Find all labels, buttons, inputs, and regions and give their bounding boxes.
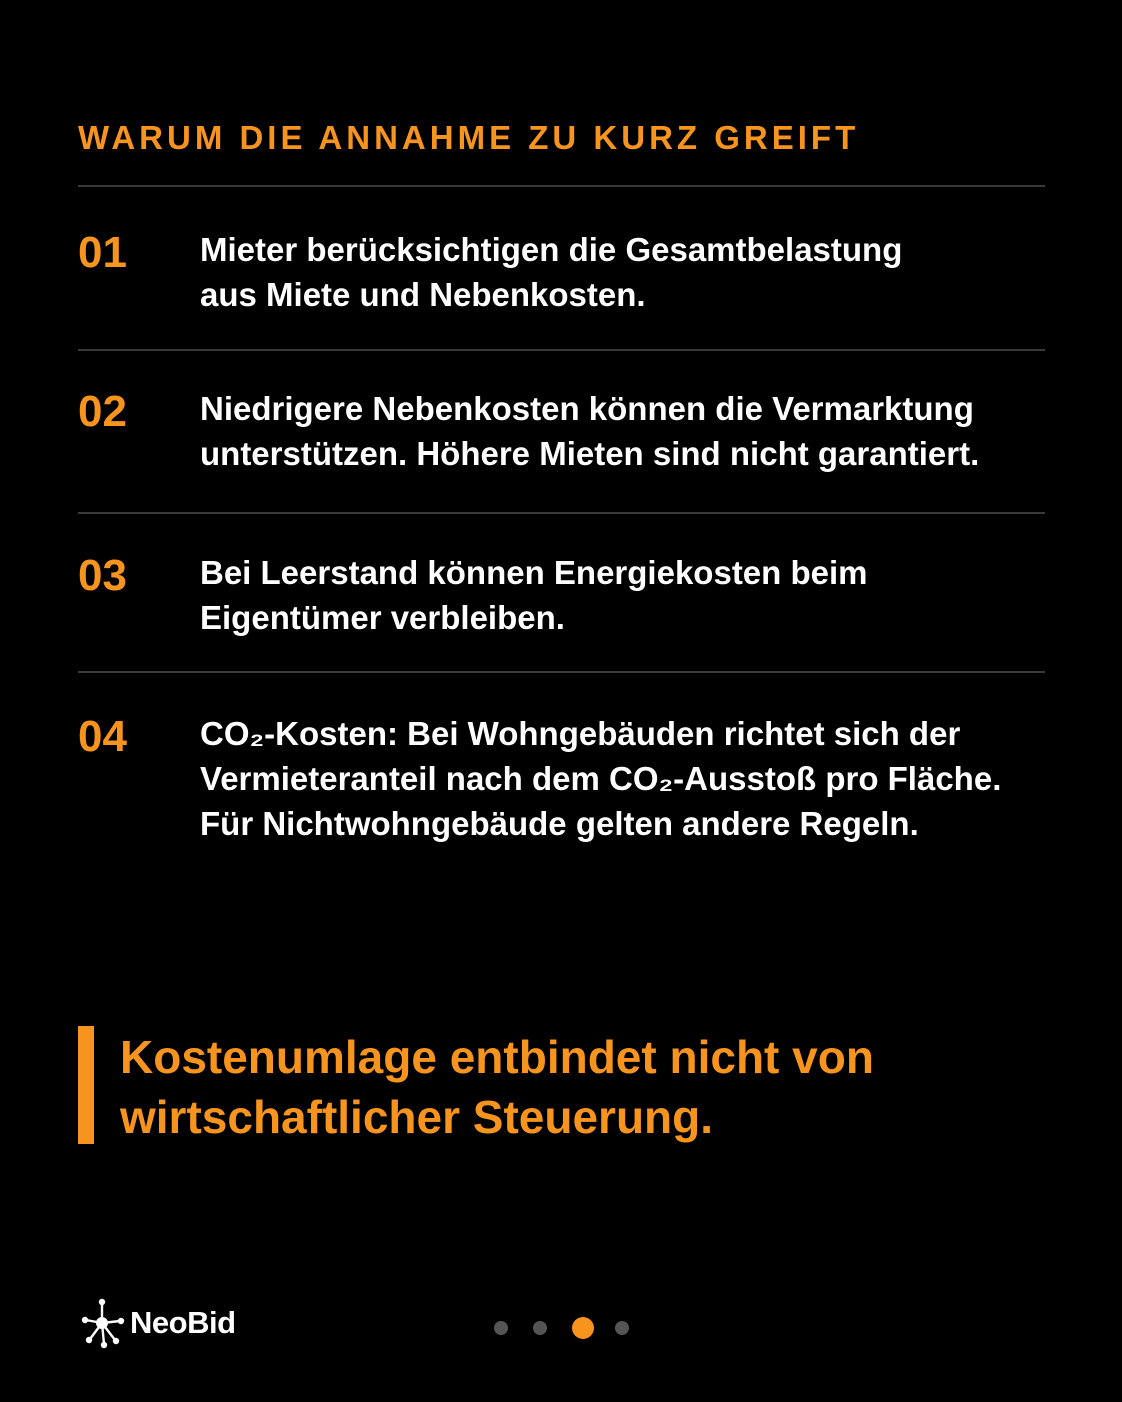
page-dot-1[interactable] [494, 1321, 508, 1335]
page-dot-4[interactable] [615, 1321, 629, 1335]
item-text: CO₂-Kosten: Bei Wohngebäuden richtet sich der Vermieteranteil nach dem CO₂-Ausstoß pro Fläche. Für Nichtwohngebäude gelten andere Regeln. [200, 715, 1002, 842]
item-number: 01 [78, 228, 127, 277]
item-number: 03 [78, 551, 127, 600]
divider [78, 671, 1045, 673]
network-node-icon [80, 1296, 128, 1350]
pagination-dots [494, 1314, 629, 1342]
item-number: 02 [78, 387, 127, 436]
item-text: Mieter berücksichtigen die Gesamtbelastung aus Miete und Nebenkosten. [200, 231, 903, 313]
item-text: Bei Leerstand können Energiekosten beim Eigentümer verbleiben. [200, 554, 868, 636]
logo-text: NeoBid [130, 1305, 236, 1340]
logo [80, 1296, 236, 1350]
divider [78, 349, 1045, 351]
page-dot-3-active[interactable] [572, 1317, 594, 1339]
page-dot-2[interactable] [533, 1321, 547, 1335]
quote-text: Kostenumlage entbindet nicht von wirtschaftlicher Steuerung. [120, 1031, 874, 1143]
divider [78, 512, 1045, 514]
quote-accent-bar [78, 1026, 94, 1144]
item-number: 04 [78, 712, 127, 761]
section-title: WARUM DIE ANNAHME ZU KURZ GREIFT [78, 119, 860, 156]
item-text: Niedrigere Nebenkosten können die Vermarktung unterstützen. Höhere Mieten sind nicht garantiert. [200, 390, 980, 472]
divider [78, 185, 1045, 187]
